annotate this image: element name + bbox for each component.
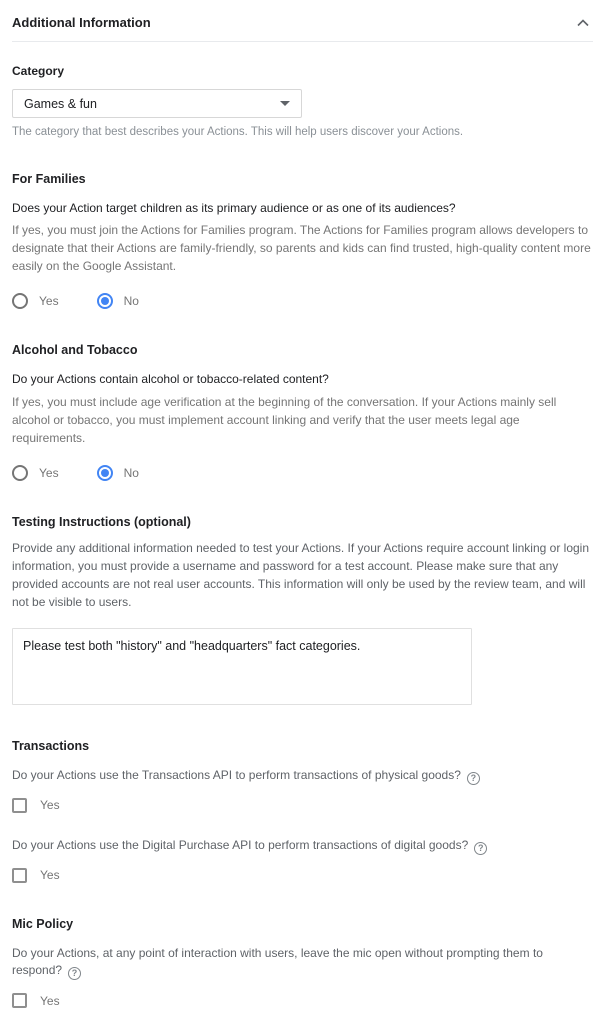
checkbox-option-yes[interactable] xyxy=(12,868,593,883)
checkbox-icon xyxy=(12,993,27,1008)
help-icon[interactable]: ? xyxy=(467,772,480,785)
question-text: Do your Actions, at any point of interaction with users, leave the mic open without prompting them to respond? xyxy=(12,945,543,978)
category-label: Category xyxy=(12,64,65,78)
for-families-section xyxy=(12,172,593,309)
transactions-title: Transactions xyxy=(12,738,90,753)
mic-policy-question xyxy=(12,945,593,980)
page-title: Additional Information xyxy=(12,15,151,30)
mic-policy-section xyxy=(12,917,593,1008)
checkbox-label: Yes xyxy=(40,798,60,813)
checkbox-option-yes[interactable] xyxy=(12,798,593,813)
testing-instructions-input[interactable] xyxy=(12,628,472,705)
radio-label: Yes xyxy=(39,294,59,309)
radio-label: No xyxy=(123,294,139,309)
alcohol-tobacco-radio-group xyxy=(12,465,593,481)
radio-label: No xyxy=(123,465,139,480)
category-select[interactable] xyxy=(12,89,302,118)
radio-option-no[interactable] xyxy=(97,293,139,309)
checkbox-icon xyxy=(12,868,27,883)
help-icon[interactable]: ? xyxy=(474,842,487,855)
for-families-title: For Families xyxy=(12,172,86,186)
category-helper-text: The category that best describes your Actions. This will help users discover your Actions. xyxy=(12,126,464,138)
question-text: Do your Actions use the Transactions API to perform transactions of physical goods? xyxy=(12,767,461,782)
transactions-question-physical xyxy=(12,767,593,785)
category-field xyxy=(12,64,593,138)
checkbox-icon xyxy=(12,798,27,813)
dropdown-caret-icon xyxy=(280,101,290,106)
radio-icon xyxy=(97,293,113,309)
radio-icon xyxy=(12,465,28,481)
alcohol-tobacco-description: If yes, you must include age verification at the beginning of the conversation. If your Actions mainly sell alcohol or tobacco, you must implement account linking and verify that the user meets legal age requirements. xyxy=(12,394,557,445)
testing-instructions-description: Provide any additional information needed to test your Actions. If your Actions require account linking or login information, you must provide a username and password for a test account. Please make sure that any provided accounts are not real user accounts. This information will only be used by the review team, and will not be visible to users. xyxy=(12,540,590,609)
question-text: Do your Actions use the Digital Purchase API to perform transactions of digital goods? xyxy=(12,837,469,852)
transactions-section xyxy=(12,739,593,883)
for-families-description: If yes, you must join the Actions for Families program. The Actions for Families program allows developers to designate that their Actions are family-friendly, so parents and kids can find trusted, high-quality content more easily on the Google Assistant. xyxy=(12,223,591,274)
category-selected-value: Games & fun xyxy=(24,96,97,111)
radio-option-no[interactable] xyxy=(97,465,139,481)
testing-instructions-title: Testing Instructions (optional) xyxy=(12,514,191,529)
testing-instructions-section xyxy=(12,515,593,705)
mic-policy-title: Mic Policy xyxy=(12,916,74,931)
alcohol-tobacco-question: Do your Actions contain alcohol or tobacco-related content? xyxy=(12,372,329,387)
radio-option-yes[interactable] xyxy=(12,465,59,481)
for-families-question: Does your Action target children as its primary audience or as one of its audiences? xyxy=(12,201,456,215)
checkbox-label: Yes xyxy=(40,868,60,883)
section-header xyxy=(12,0,593,42)
radio-icon xyxy=(12,293,28,309)
chevron-up-icon xyxy=(577,19,589,27)
alcohol-tobacco-section xyxy=(12,343,593,480)
radio-icon xyxy=(97,465,113,481)
alcohol-tobacco-title: Alcohol and Tobacco xyxy=(12,343,138,358)
checkbox-label: Yes xyxy=(40,993,60,1008)
radio-option-yes[interactable] xyxy=(12,293,59,309)
help-icon[interactable]: ? xyxy=(68,967,81,980)
checkbox-option-yes[interactable] xyxy=(12,993,593,1008)
collapse-section-button[interactable] xyxy=(575,17,591,29)
transactions-question-digital xyxy=(12,837,593,855)
for-families-radio-group xyxy=(12,293,593,309)
radio-label: Yes xyxy=(39,465,59,480)
